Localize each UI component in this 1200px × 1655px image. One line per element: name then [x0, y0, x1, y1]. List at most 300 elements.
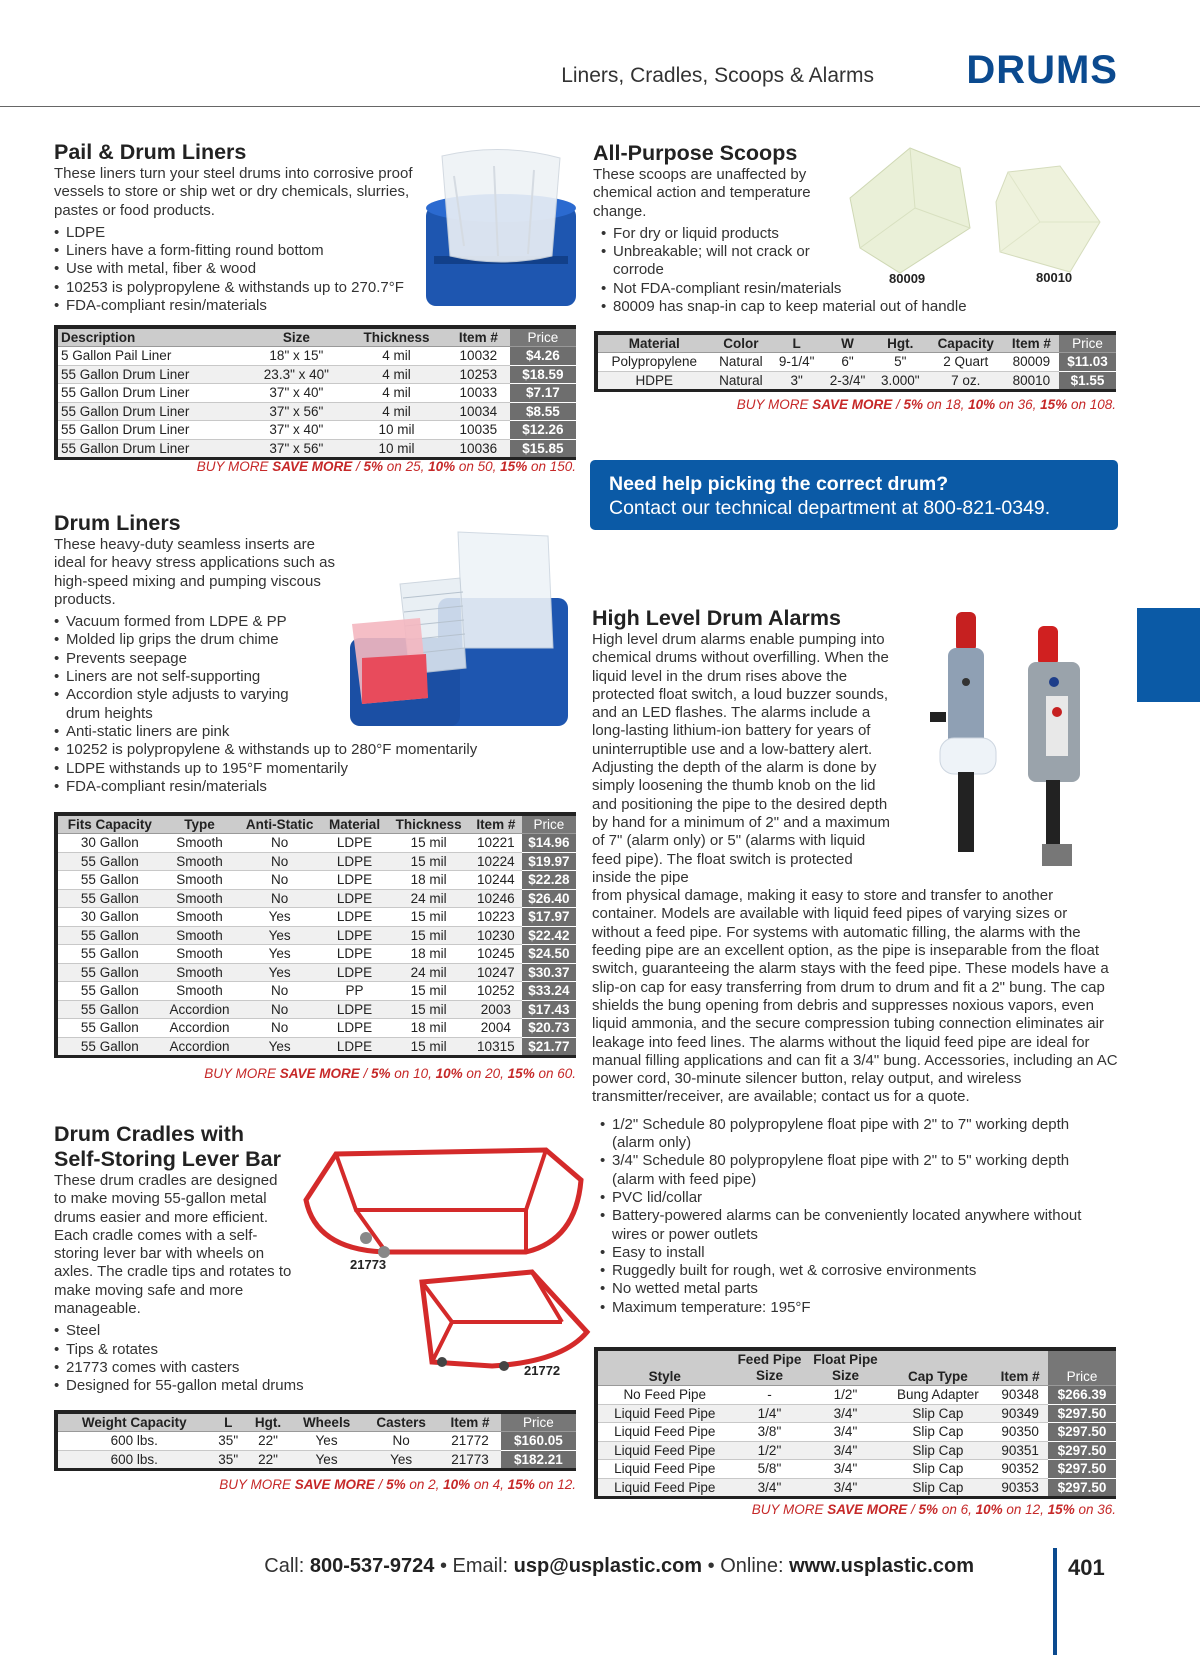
price-cell: $14.96: [522, 834, 576, 853]
table-cell: Slip Cap: [883, 1441, 992, 1460]
col-header: Capacity: [928, 333, 1004, 353]
table-cell: No: [363, 1432, 439, 1451]
table-cell: No: [237, 871, 321, 890]
bullet: • No wetted metal parts: [600, 1280, 1110, 1298]
help-heading: Need help picking the correct drum?: [609, 473, 949, 495]
table-cell: 3/4": [807, 1423, 883, 1442]
price-cell: $18.59: [510, 365, 576, 384]
table-cell: 10034: [447, 402, 510, 421]
table-cell: 35": [211, 1450, 246, 1470]
table-row: [56, 889, 576, 908]
table-cell: Polypropylene: [596, 353, 711, 372]
table-row: [56, 852, 576, 871]
help-contact: Contact our technical department at 800-821-0349.: [609, 497, 1051, 519]
table-cell: 80010: [1004, 371, 1059, 391]
bullet: • Steel: [54, 1322, 354, 1340]
table-row: [56, 1019, 576, 1038]
scoop-label-80010: 80010: [1036, 270, 1073, 285]
table-cell: 10244: [470, 871, 522, 890]
footer-contact: Call: 800-537-9724 • Email: usp@usplastic.com • Online: www.usplastic.com: [264, 1555, 974, 1577]
table-cell: 10223: [470, 908, 522, 927]
table-cell: Accordion: [162, 1019, 238, 1038]
table-cell: LDPE: [322, 852, 387, 871]
bullet: • Unbreakable; will not crack or corrode: [601, 243, 813, 280]
table-cell: 90351: [992, 1441, 1048, 1460]
table-row: [596, 1441, 1116, 1460]
table-cell: 55 Gallon Drum Liner: [56, 365, 247, 384]
table-cell: 18" x 15": [247, 347, 346, 366]
price-cell: $11.03: [1059, 353, 1116, 372]
table-cell: Smooth: [162, 982, 238, 1001]
price-cell: $17.97: [522, 908, 576, 927]
cradles-table: [54, 1410, 576, 1471]
price-cell: $1.55: [1059, 371, 1116, 391]
cradles-bullets: [54, 1322, 354, 1395]
alarms-description-cont: from physical damage, making it easy to store and transfer to another container. Models are available with liquid feed pipes of varying sizes or without a feed pipe. For systems with automatic filling, the alarms with the feeding pipe are an excellent option, as the pipe is inseparable from the float switch, guaranteeing the alarm stays with the feed pipe. These models have a slip-on cap for easy transferring from drum to drum and fit a 2" bung. The cap shields the bung opening from debris and suppresses noxious vapors, even liquid ammonia, and the secure compression tubing connection eliminates air leakage into feed lines. The alarms without the liquid feed pipe are ideal for manual filling applications and can fit a 3/4" bung. Accessories, including an AC power cord, 30-minute silencer button, relay output, and wireless transmitter/receiver, are available; contact us for a quote.: [592, 887, 1118, 1106]
table-cell: 37" x 40": [247, 384, 346, 403]
bullet: • FDA-compliant resin/materials: [54, 297, 434, 315]
table-cell: 5/8": [731, 1460, 807, 1479]
price-cell: $297.50: [1048, 1460, 1116, 1479]
table-cell: Smooth: [162, 945, 238, 964]
price-cell: $7.17: [510, 384, 576, 403]
page-number-divider: [1053, 1548, 1057, 1655]
table-row: [596, 1423, 1116, 1442]
table-cell: 10252: [470, 982, 522, 1001]
bullet: • 1/2" Schedule 80 polypropylene float pipe with 2" to 7" working depth (alarm only): [600, 1116, 1110, 1153]
table-cell: 21772: [439, 1432, 501, 1451]
table-cell: 10 mil: [346, 421, 447, 440]
bullet: • Tips & rotates: [54, 1341, 354, 1359]
pail-liners-section: [54, 140, 434, 315]
cradles-title: Drum Cradles with Self-Storing Lever Bar: [54, 1122, 281, 1171]
table-cell: 10245: [470, 945, 522, 964]
price-cell: $182.21: [501, 1450, 576, 1470]
drum-liners-image: [348, 528, 576, 728]
price-cell: $160.05: [501, 1432, 576, 1451]
table-cell: LDPE: [322, 889, 387, 908]
bullet: • 3/4" Schedule 80 polypropylene float pipe with 2" to 5" working depth (alarm with feed pipe): [600, 1152, 1110, 1189]
table-cell: Smooth: [162, 963, 238, 982]
table-cell: 600 lbs.: [56, 1450, 211, 1470]
table-cell: 10224: [470, 852, 522, 871]
scoop-label-80009: 80009: [889, 271, 926, 286]
col-header: Hgt.: [873, 333, 928, 353]
table-row: [56, 1037, 576, 1057]
table-cell: Yes: [237, 945, 321, 964]
col-header: Item #: [470, 814, 522, 834]
table-cell: Yes: [237, 908, 321, 927]
table-cell: 90353: [992, 1478, 1048, 1498]
table-cell: 55 Gallon Drum Liner: [56, 402, 247, 421]
price-cell: $266.39: [1048, 1386, 1116, 1405]
scoop-80010-image: [990, 162, 1110, 280]
table-cell: 5 Gallon Pail Liner: [56, 347, 247, 366]
table-row: [56, 963, 576, 982]
bullet: • Use with metal, fiber & wood: [54, 260, 434, 278]
table-cell: 21773: [439, 1450, 501, 1470]
table-row: [56, 1450, 576, 1470]
table-cell: 90348: [992, 1386, 1048, 1405]
table-cell: 55 Gallon: [56, 871, 162, 890]
table-cell: 3/4": [807, 1460, 883, 1479]
table-cell: LDPE: [322, 963, 387, 982]
table-cell: 37" x 56": [247, 439, 346, 459]
table-cell: 2-3/4": [822, 371, 873, 391]
col-header: Weight Capacity: [56, 1412, 211, 1432]
bullet: • LDPE withstands up to 195°F momentarily: [54, 760, 574, 778]
table-row: [596, 1386, 1116, 1405]
bullet: • Liners have a form-fitting round bottom: [54, 242, 434, 260]
table-cell: Smooth: [162, 871, 238, 890]
pail-liners-table: [54, 325, 576, 460]
table-cell: 55 Gallon Drum Liner: [56, 421, 247, 440]
cradle-label-21773: 21773: [350, 1257, 387, 1272]
price-cell: $17.43: [522, 1000, 576, 1019]
table-cell: 22": [246, 1432, 290, 1451]
footer-phone[interactable]: 800-537-9724: [309, 1555, 435, 1577]
table-cell: LDPE: [322, 908, 387, 927]
bullet: • FDA-compliant resin/materials: [54, 778, 574, 796]
table-cell: 30 Gallon: [56, 834, 162, 853]
table-cell: 55 Gallon Drum Liner: [56, 384, 247, 403]
table-cell: 55 Gallon: [56, 963, 162, 982]
scoops-title: All-Purpose Scoops: [593, 141, 798, 165]
table-cell: 55 Gallon: [56, 982, 162, 1001]
table-cell: Accordion: [162, 1000, 238, 1019]
pail-liners-bullets: [54, 224, 434, 315]
table-cell: Yes: [290, 1450, 363, 1470]
table-cell: Yes: [237, 1037, 321, 1057]
table-cell: Liquid Feed Pipe: [596, 1441, 731, 1460]
drum-liners-description: These heavy-duty seamless inserts are ideal for heavy stress applications such as high-speed mixing and pumping viscous products.: [54, 536, 335, 608]
table-cell: Smooth: [162, 834, 238, 853]
table-cell: 10246: [470, 889, 522, 908]
price-cell: $20.73: [522, 1019, 576, 1038]
table-cell: Liquid Feed Pipe: [596, 1478, 731, 1498]
table-cell: 55 Gallon: [56, 852, 162, 871]
price-cell: $297.50: [1048, 1478, 1116, 1498]
table-row: [596, 371, 1116, 391]
table-cell: 15 mil: [387, 1000, 470, 1019]
table-cell: Liquid Feed Pipe: [596, 1423, 731, 1442]
cradle-21773-image: [296, 1140, 586, 1260]
table-cell: Yes: [237, 926, 321, 945]
table-cell: 3/4": [731, 1478, 807, 1498]
table-row: [596, 1478, 1116, 1498]
table-cell: 23.3" x 40": [247, 365, 346, 384]
col-header: Price: [1059, 333, 1116, 353]
col-header: Price: [522, 814, 576, 834]
table-cell: Slip Cap: [883, 1460, 992, 1479]
col-header: Cap Type: [883, 1349, 992, 1386]
bullet: • For dry or liquid products: [601, 225, 1013, 243]
table-cell: 55 Gallon: [56, 1019, 162, 1038]
header-divider: [0, 106, 1200, 107]
page-number: 401: [1068, 1555, 1105, 1580]
table-cell: Liquid Feed Pipe: [596, 1404, 731, 1423]
cradles-buy-more: BUY MORE SAVE MORE / 5% on 2, 10% on 4, 15% on 12.: [219, 1477, 576, 1492]
table-row: [56, 834, 576, 853]
table-cell: 30 Gallon: [56, 908, 162, 927]
price-cell: $297.50: [1048, 1404, 1116, 1423]
table-row: [596, 353, 1116, 372]
scoops-buy-more: BUY MORE SAVE MORE / 5% on 18, 10% on 36, 15% on 108.: [736, 397, 1116, 412]
price-cell: $33.24: [522, 982, 576, 1001]
table-cell: 4 mil: [346, 402, 447, 421]
scoops-description: These scoops are unaffected by chemical action and temperature change.: [593, 166, 811, 220]
alarms-table: [594, 1347, 1116, 1499]
table-cell: No: [237, 834, 321, 853]
table-cell: 15 mil: [387, 982, 470, 1001]
table-cell: 55 Gallon: [56, 1000, 162, 1019]
bullet: • Designed for 55-gallon metal drums: [54, 1377, 354, 1395]
table-cell: 24 mil: [387, 963, 470, 982]
table-cell: 37" x 56": [247, 402, 346, 421]
col-header: L: [771, 333, 822, 353]
col-header: Style: [596, 1349, 731, 1386]
table-cell: 90349: [992, 1404, 1048, 1423]
table-cell: 3/8": [731, 1423, 807, 1442]
table-cell: Yes: [363, 1450, 439, 1470]
table-cell: 1/2": [807, 1386, 883, 1405]
table-cell: 3/4": [807, 1404, 883, 1423]
table-cell: LDPE: [322, 1019, 387, 1038]
table-row: [56, 1000, 576, 1019]
table-cell: 10315: [470, 1037, 522, 1057]
col-header: Size: [247, 327, 346, 347]
table-cell: 15 mil: [387, 834, 470, 853]
col-header: Wheels: [290, 1412, 363, 1432]
table-cell: 90350: [992, 1423, 1048, 1442]
col-header: Anti-Static: [237, 814, 321, 834]
table-cell: 4 mil: [346, 384, 447, 403]
table-cell: 4 mil: [346, 347, 447, 366]
price-cell: $297.50: [1048, 1423, 1116, 1442]
table-cell: 5": [873, 353, 928, 372]
cradle-label-21772: 21772: [524, 1363, 561, 1378]
cradles-description: These drum cradles are designed to make moving 55-gallon metal drums easier and more efficient. Each cradle comes with a self-storing lever bar with wheels on axles. The cradle tips and rotates to make moving safe and more manageable.: [54, 1172, 292, 1318]
table-cell: Smooth: [162, 908, 238, 927]
col-header: Item #: [447, 327, 510, 347]
table-cell: PP: [322, 982, 387, 1001]
table-row: [56, 365, 576, 384]
bullet: • Molded lip grips the drum chime: [54, 631, 574, 649]
bullet: • Not FDA-compliant resin/materials: [601, 280, 1013, 298]
bullet: • LDPE: [54, 224, 434, 242]
drum-liners-table: [54, 812, 576, 1058]
table-row: [596, 1404, 1116, 1423]
col-header: Type: [162, 814, 238, 834]
scoops-table: [594, 331, 1116, 392]
price-cell: $22.28: [522, 871, 576, 890]
table-cell: 4 mil: [346, 365, 447, 384]
col-header: Thickness: [346, 327, 447, 347]
table-cell: 90352: [992, 1460, 1048, 1479]
drum-liners-title: Drum Liners: [54, 511, 181, 535]
table-row: [56, 926, 576, 945]
table-cell: LDPE: [322, 834, 387, 853]
table-cell: 18 mil: [387, 871, 470, 890]
table-cell: LDPE: [322, 1037, 387, 1057]
col-header: Description: [56, 327, 247, 347]
table-cell: 2004: [470, 1019, 522, 1038]
footer-website[interactable]: www.usplastic.com: [789, 1555, 974, 1577]
price-cell: $15.85: [510, 439, 576, 459]
col-header: Float Pipe Size: [807, 1349, 883, 1386]
table-cell: 10253: [447, 365, 510, 384]
table-row: [56, 439, 576, 459]
col-header: Material: [596, 333, 711, 353]
table-row: [56, 871, 576, 890]
col-header: L: [211, 1412, 246, 1432]
table-row: [56, 1432, 576, 1451]
table-cell: LDPE: [322, 926, 387, 945]
table-cell: 7 oz.: [928, 371, 1004, 391]
col-header: Price: [510, 327, 576, 347]
table-cell: No: [237, 1019, 321, 1038]
table-cell: 1/2": [731, 1441, 807, 1460]
col-header: Hgt.: [246, 1412, 290, 1432]
col-header: Thickness: [387, 814, 470, 834]
table-cell: 35": [211, 1432, 246, 1451]
table-cell: Yes: [237, 963, 321, 982]
table-cell: Smooth: [162, 889, 238, 908]
table-cell: 15 mil: [387, 926, 470, 945]
alarms-description: High level drum alarms enable pumping into chemical drums without overfilling. When the liquid level in the drum rises above the protected float switch, a loud buzzer sounds, and an LED flashes. The alarms include a long-lasting lithium-ion battery for years of uninterruptible use and a low-battery alert. Adjusting the depth of the alarm is done by simply loosening the thumb knob on the lid and positioning the pipe to the desired depth by hand for a minimum of 2" and a maximum of 7" (alarm only) or 5" (alarms with liquid feed pipe). The float switch is protected inside the pipe: [592, 631, 890, 886]
table-cell: LDPE: [322, 945, 387, 964]
table-cell: 10247: [470, 963, 522, 982]
price-cell: $30.37: [522, 963, 576, 982]
bullet: • 10252 is polypropylene & withstands up to 280°F momentarily: [54, 741, 574, 759]
table-cell: 15 mil: [387, 908, 470, 927]
bullet: • PVC lid/collar: [600, 1189, 1110, 1207]
table-cell: No: [237, 1000, 321, 1019]
section-title: DRUMS: [966, 48, 1118, 92]
table-cell: 3.000": [873, 371, 928, 391]
bullet: • Vacuum formed from LDPE & PP: [54, 613, 574, 631]
table-cell: 2003: [470, 1000, 522, 1019]
table-cell: Natural: [711, 353, 772, 372]
bullet: • Battery-powered alarms can be conveniently located anywhere without wires or power outlets: [600, 1207, 1110, 1244]
table-cell: 3": [771, 371, 822, 391]
table-cell: Slip Cap: [883, 1423, 992, 1442]
price-cell: $12.26: [510, 421, 576, 440]
bullet: • Prevents seepage: [54, 650, 574, 668]
alarms-buy-more: BUY MORE SAVE MORE / 5% on 6, 10% on 12, 15% on 36.: [751, 1502, 1116, 1517]
side-tab: [1137, 608, 1200, 702]
col-header: Item #: [439, 1412, 501, 1432]
table-cell: Yes: [290, 1432, 363, 1451]
table-cell: 15 mil: [387, 852, 470, 871]
table-cell: 10033: [447, 384, 510, 403]
col-header: Fits Capacity: [56, 814, 162, 834]
table-row: [596, 1460, 1116, 1479]
bullet: • Ruggedly built for rough, wet & corrosive environments: [600, 1262, 1110, 1280]
table-cell: 10230: [470, 926, 522, 945]
table-cell: 55 Gallon: [56, 1037, 162, 1057]
col-header: Casters: [363, 1412, 439, 1432]
pail-liners-title: Pail & Drum Liners: [54, 140, 247, 164]
table-cell: 55 Gallon: [56, 945, 162, 964]
col-header: Feed Pipe Size: [731, 1349, 807, 1386]
table-cell: LDPE: [322, 871, 387, 890]
col-header: Price: [1048, 1349, 1116, 1386]
price-cell: $8.55: [510, 402, 576, 421]
table-cell: No: [237, 852, 321, 871]
table-cell: 9-1/4": [771, 353, 822, 372]
table-cell: 80009: [1004, 353, 1059, 372]
bullet: • Easy to install: [600, 1244, 1110, 1262]
table-row: [56, 421, 576, 440]
table-cell: Slip Cap: [883, 1404, 992, 1423]
bullet: • Maximum temperature: 195°F: [600, 1299, 1110, 1317]
table-cell: 55 Gallon: [56, 889, 162, 908]
col-header: Material: [322, 814, 387, 834]
price-cell: $4.26: [510, 347, 576, 366]
table-cell: 3/4": [807, 1441, 883, 1460]
table-cell: 24 mil: [387, 889, 470, 908]
price-cell: $21.77: [522, 1037, 576, 1057]
table-row: [56, 402, 576, 421]
table-cell: 10035: [447, 421, 510, 440]
table-cell: 37" x 40": [247, 421, 346, 440]
table-cell: Smooth: [162, 852, 238, 871]
drum-liners-buy-more: BUY MORE SAVE MORE / 5% on 10, 10% on 20, 15% on 60.: [204, 1066, 576, 1081]
table-cell: 22": [246, 1450, 290, 1470]
bullet: • Accordion style adjusts to varying drum heights: [54, 686, 316, 723]
col-header: Item #: [992, 1349, 1048, 1386]
price-cell: $24.50: [522, 945, 576, 964]
pail-buy-more: BUY MORE SAVE MORE / 5% on 25, 10% on 50, 15% on 150.: [196, 459, 576, 474]
table-cell: 6": [822, 353, 873, 372]
table-row: [56, 347, 576, 366]
table-cell: 3/4": [807, 1478, 883, 1498]
col-header: W: [822, 333, 873, 353]
table-row: [56, 384, 576, 403]
table-cell: 55 Gallon Drum Liner: [56, 439, 247, 459]
bullet: • 80009 has snap-in cap to keep material out of handle: [601, 298, 1013, 316]
table-row: [56, 908, 576, 927]
bullet: • Liners are not self-supporting: [54, 668, 574, 686]
help-banner: [590, 460, 1118, 530]
alarms-bullets: [600, 1116, 1110, 1317]
table-cell: No Feed Pipe: [596, 1386, 731, 1405]
pail-liner-image: [424, 146, 578, 306]
table-cell: LDPE: [322, 1000, 387, 1019]
table-cell: 10032: [447, 347, 510, 366]
table-cell: Bung Adapter: [883, 1386, 992, 1405]
table-cell: 600 lbs.: [56, 1432, 211, 1451]
col-header: Item #: [1004, 333, 1059, 353]
table-cell: 10221: [470, 834, 522, 853]
table-cell: 10036: [447, 439, 510, 459]
col-header: Price: [501, 1412, 576, 1432]
price-cell: $22.42: [522, 926, 576, 945]
table-cell: 55 Gallon: [56, 926, 162, 945]
section-subtitle: Liners, Cradles, Scoops & Alarms: [561, 64, 874, 87]
table-row: [56, 945, 576, 964]
pail-liners-description: These liners turn your steel drums into corrosive proof vessels to store or ship wet or dry chemicals, slurries, pastes or food products.: [54, 165, 413, 219]
table-cell: 1/4": [731, 1404, 807, 1423]
scoop-80009-image: [840, 138, 980, 278]
cradle-21772-image: [412, 1262, 592, 1372]
table-cell: 18 mil: [387, 1019, 470, 1038]
bullet: • Anti-static liners are pink: [54, 723, 574, 741]
footer-email[interactable]: usp@usplastic.com: [513, 1555, 703, 1577]
bullet: • 10253 is polypropylene & withstands up to 270.7°F: [54, 279, 434, 297]
table-cell: Slip Cap: [883, 1478, 992, 1498]
